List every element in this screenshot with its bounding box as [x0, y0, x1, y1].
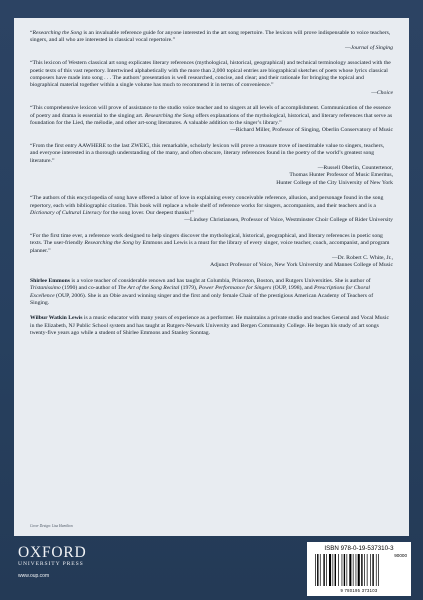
- bio-run: (OUP, 2006). She is an Obie award winning singer and the first and only female Chair of the prestigious American Academy of Teachers of Singing.: [30, 292, 374, 306]
- bio-run: Tristanissimo: [30, 285, 61, 292]
- barcode-bar: [320, 554, 321, 586]
- barcode-bar: [367, 554, 368, 586]
- attribution-run: Hunter College of the City University of New York: [276, 179, 393, 186]
- publisher-name: OXFORD: [18, 544, 87, 561]
- barcode-bar: [353, 554, 354, 586]
- barcode-bar: [358, 554, 360, 586]
- attribution-run: —Russell Oberlin, Countertenor,: [317, 164, 393, 171]
- attribution-run: —: [371, 89, 377, 96]
- publisher-url: www.oup.com: [18, 573, 50, 579]
- barcode-bar: [326, 554, 327, 586]
- barcode-bar: [349, 554, 351, 586]
- barcode-bar: [315, 554, 316, 586]
- barcode-area: [307, 542, 411, 596]
- oxford-logo: [18, 545, 87, 579]
- review-blurb: [30, 143, 393, 187]
- author-name: Wilbur Watkin Lewis: [30, 315, 83, 322]
- blurb-quote: [30, 60, 393, 89]
- quote-run: Researching the Song: [144, 112, 195, 119]
- blurb-attribution: [30, 127, 393, 134]
- barcode-bar: [364, 554, 365, 586]
- quote-run: Researching the Song: [32, 30, 82, 36]
- attribution-run: —Lindsey Christiansen, Professor of Voice, Westminster Choir College of Rider University: [184, 217, 393, 224]
- barcode-bar: [333, 554, 334, 586]
- author-name: Shirlee Emmons: [30, 278, 70, 285]
- barcode-bar: [335, 554, 336, 586]
- blurb-attribution: [30, 255, 393, 270]
- barcode-bar: [370, 554, 371, 586]
- blurb-attribution: [30, 165, 393, 187]
- review-blurb: [30, 195, 393, 224]
- review-blurb: [30, 60, 393, 96]
- barcode-bar: [372, 554, 373, 586]
- barcode-bar: [361, 554, 362, 586]
- barcode-bar: [356, 554, 357, 586]
- quote-run: “For the first time ever, a reference work designed to help singers discover the mythological, historical, geographical, and literary references in poetic song texts. The user-friendly: [30, 233, 383, 247]
- isbn-number: ISBN 978-0-19-537310-3: [324, 545, 394, 552]
- review-blurb: [30, 30, 393, 52]
- attribution-run: Journal of Singing: [350, 44, 393, 51]
- blurb-quote: [30, 143, 393, 165]
- quote-run: “This comprehensive lexicon will prove of assistance to the studio voice teacher and to singers at all levels of accomplishment. Communication of the essence of poetry and drama is essential to the singing art.: [30, 105, 391, 119]
- quote-run: by Emmons and Lewis is a must for the library of every singer, voice teacher, coach, accompanist, and program planner.”: [30, 240, 390, 254]
- attribution-run: —Dr. Robert C. White, Jr.,: [331, 254, 393, 261]
- author-bios: [30, 278, 393, 337]
- barcode-bar: [329, 554, 331, 586]
- quote-run: “: [30, 30, 33, 36]
- attribution-run: —Richard Miller, Professor of Singing, Oberlin Conservatory of Music: [230, 127, 393, 134]
- bio-run: Prescriptions for Choral Excellence: [30, 285, 371, 299]
- attribution-run: Choice: [376, 89, 393, 96]
- attribution-run: Adjunct Professor of Voice, New York University and Mannes College of Music: [210, 262, 393, 269]
- blurb-attribution: [30, 217, 393, 224]
- blurb-quote: [30, 105, 393, 127]
- quote-run: is an invaluable reference guide for anyone interested in the art song repertoire. The lexicon will prove indispensable to voice teachers, singers, and all who are interested in classical vocal repertoire.”: [30, 30, 391, 44]
- bio-run: is a voice teacher of considerable renown and has taught at Columbia, Princeton, Boston, and Rutgers Universities. She is author of: [69, 278, 371, 285]
- cover-design-credit: Cover Design: Lisa Hamilton: [30, 524, 73, 528]
- blurb-quote: [30, 233, 393, 255]
- bio-run: Power Performance for Singers: [198, 285, 272, 292]
- barcode-bar: [317, 554, 318, 586]
- author-bio: [30, 278, 393, 307]
- text-panel: [14, 18, 409, 536]
- barcode-bar: [378, 554, 379, 586]
- review-blurbs: [30, 30, 393, 270]
- publisher-press: UNIVERSITY PRESS: [18, 561, 84, 567]
- blurb-attribution: [30, 90, 393, 97]
- barcode-bar: [342, 554, 343, 586]
- bio-run: The Art of the Song Recital: [117, 285, 180, 292]
- barcode-bar: [376, 554, 377, 586]
- quote-run: Researching the Song: [84, 240, 134, 247]
- barcode-bar: [344, 554, 345, 586]
- blurb-quote: [30, 195, 393, 217]
- quote-run: “From the first entry AAWHERE to the last ZWEIG, this remarkable, scholarly lexicon will prove a treasure trove of inestimable value to singers, teachers, and everyone interested in a thorough understanding of the many, and often obscure, literary references found in the poetry of the world’s greatest song literature.”: [30, 143, 385, 164]
- attribution-run: Thomas Hunter Professor of Music Emeritus,: [289, 172, 393, 179]
- bio-run: is a music educator with many years of experience as a performer. He maintains a private studio and teaches General and Vocal Music in the Elizabeth, NJ Public School system and has taught at Rutgers-Newark University and Bergen Community College. He began his study of art songs twenty-five years ago while a student of Shirlee Emmons and Stanley Sonntag.: [30, 315, 389, 336]
- review-blurb: [30, 105, 393, 134]
- bio-run: (OUP, 1998), and: [271, 285, 314, 292]
- blurb-attribution: [30, 45, 393, 52]
- barcode-bar: [347, 554, 348, 586]
- barcode-bar: [338, 554, 339, 586]
- quote-run: “The authors of this encyclopedia of song have offered a labor of love in explaining every conceivable reference, allusion, and personage found in the song repertory, each with bibliographic citation. This book will replace a whole shelf of reference works for singers, accompanists, and their teachers and is a: [30, 195, 384, 209]
- bio-run: (1979),: [179, 285, 199, 292]
- quote-run: Dictionary of Cultural Literacy: [30, 209, 102, 216]
- quote-run: for the song lover. Our deepest thanks!”: [101, 209, 194, 216]
- bio-run: (1990) and co-author of: [60, 285, 118, 292]
- price-code: 90000: [394, 553, 407, 558]
- barcode-bar: [323, 554, 324, 586]
- ean-digits: 9 780195 373103: [340, 588, 378, 593]
- attribution-run: —: [344, 44, 351, 51]
- quote-run: offers explanations of the mythological, historical, and literary references that serve as foundation for the Lied, the mélodie, and other art-song literatures. A valuable addition to the singer’s library.”: [30, 112, 393, 126]
- quote-run: “This lexicon of Western classical art song explicates literary references (mythological, historical, geographical) and technical terminology associated with the poetic texts of this vast repertory. Intertwined alphabetically with the more than 2,000 topical entries are biographical sketches of poets whose lyrics classical composers have made into song . . . The authors’ presentation is well researched, concise, and clear; and their rationale for bringing the topical and biographical material together within a single volume has much to recommend it in terms of convenience.”: [30, 60, 391, 89]
- blurb-quote: [30, 30, 393, 45]
- author-bio: [30, 315, 393, 337]
- review-blurb: [30, 233, 393, 269]
- barcode-icon: [313, 554, 385, 588]
